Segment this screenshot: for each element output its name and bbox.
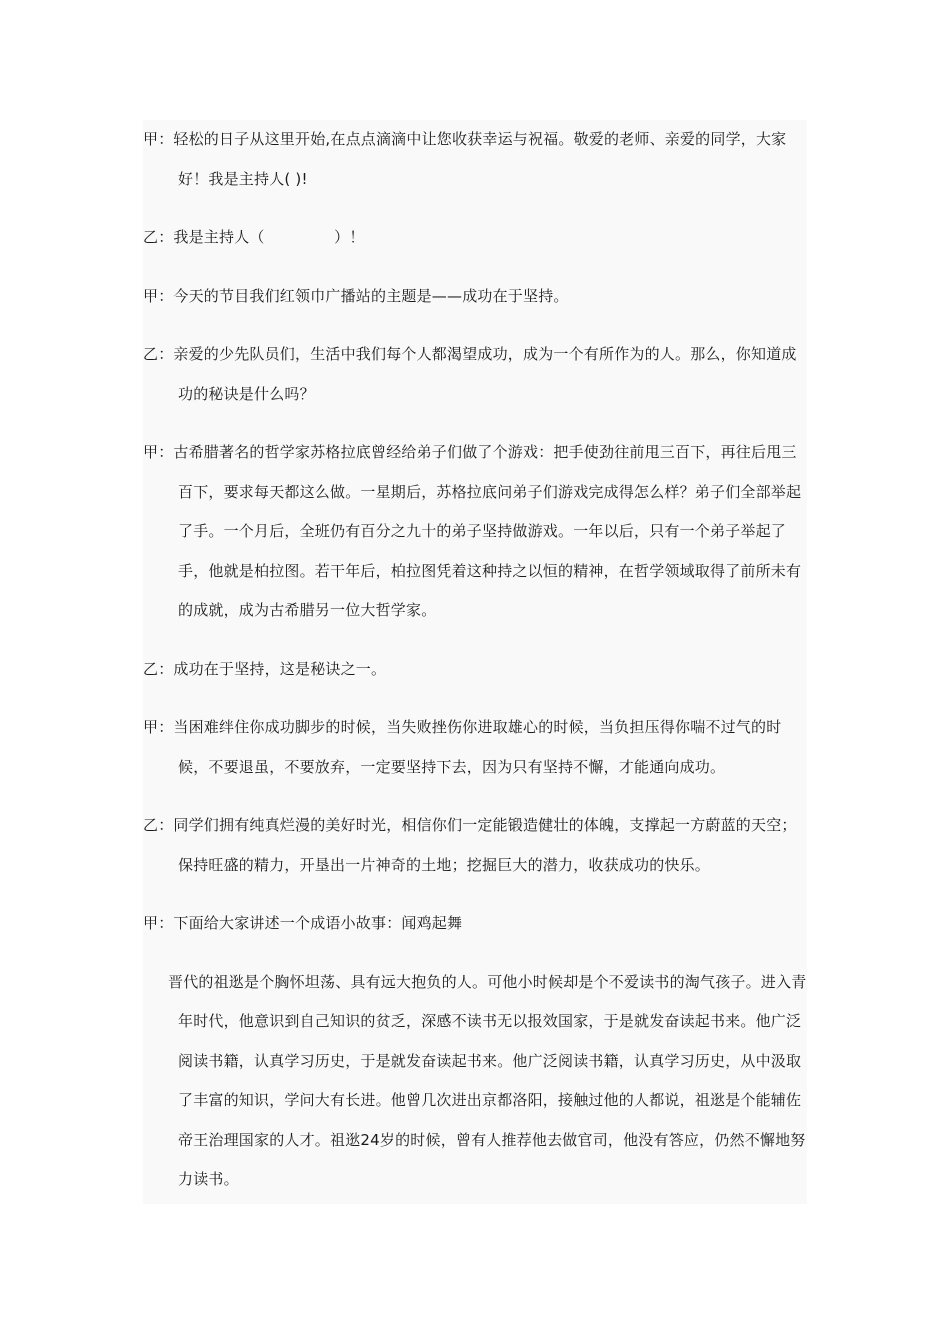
speaker-label: 甲：	[143, 130, 174, 148]
speaker-label: 乙：	[143, 659, 174, 678]
speaker-label: 甲：	[143, 718, 174, 736]
dialogue-paragraph	[143, 650, 807, 690]
dialogue-text: 下面给大家讲述一个成语小故事：闻鸡起舞	[173, 914, 463, 932]
story-paragraph: 晋代的祖逖是个胸怀坦荡、具有远大抱负的人。可他小时候却是个不爱读书的淘气孩子。进入青年时代，他意识到自己知识的贫乏，深感不读书无以报效国家，于是就发奋读起书来。他广泛阅读书籍，认真学习历史，于是就发奋读起书来。他广泛阅读书籍，认真学习历史，从中汲取了丰富的知识，学问大有长进。他曾几次进出京都洛阳，接触过他的人都说，祖逖是个能辅佐帝王治理国家的人才。祖逖24岁的时候，曾有人推荐他去做官司，他没有答应，仍然不懈地努力读书。	[168, 972, 807, 1188]
dialogue-text: 同学们拥有纯真烂漫的美好时光，相信你们一定能锻造健壮的体魄，支撑起一方蔚蓝的天空；保持旺盛的精力，开垦出一片神奇的土地；挖掘巨大的潜力，收获成功的快乐。	[173, 816, 797, 874]
dialogue-text: 轻松的日子从这里开始,在点点滴滴中让您收获幸运与祝福。敬爱的老师、亲爱的同学，大家好！我是主持人( )!	[173, 130, 787, 188]
dialogue-text: 成功在于坚持，这是秘诀之一。	[173, 659, 387, 678]
speaker-label: 甲：	[143, 286, 174, 305]
dialogue-paragraph	[143, 218, 807, 258]
dialogue-paragraph	[143, 335, 807, 414]
speaker-label: 乙：	[143, 816, 174, 834]
dialogue-paragraph	[143, 433, 807, 631]
speaker-label: 甲：	[143, 443, 174, 461]
dialogue-text: 我是主持人（ ）！	[173, 228, 365, 246]
dialogue-text: 古希腊著名的哲学家苏格拉底曾经给弟子们做了个游戏：把手使劲往前甩三百下，再往后甩三百下，要求每天都这么做。一星期后，苏格拉底问弟子们游戏完成得怎么样？弟子们全部举起了手。一个月后，全班仍有百分之九十的弟子坚持做游戏。一年以后，只有一个弟子举起了手，他就是柏拉图。若干年后，柏拉图凭着这种持之以恒的精神，在哲学领域取得了前所未有的成就，成为古希腊另一位大哲学家。	[173, 443, 802, 619]
dialogue-text: 亲爱的少先队员们，生活中我们每个人都渴望成功，成为一个有所作为的人。那么，你知道成功的秘诀是什么吗？	[173, 345, 797, 403]
dialogue-text: 当困难绊住你成功脚步的时候，当失败挫伤你进取雄心的时候，当负担压得你喘不过气的时候，不要退虽，不要放弃，一定要坚持下去，因为只有坚持不懈，才能通向成功。	[173, 718, 782, 776]
dialogue-paragraph	[143, 904, 807, 944]
dialogue-text: 今天的节目我们红领巾广播站的主题是——成功在于坚持。	[173, 286, 569, 305]
script-body	[143, 120, 807, 1204]
dialogue-paragraph	[143, 708, 807, 787]
speaker-label: 乙：	[143, 345, 174, 363]
dialogue-paragraph	[143, 120, 807, 199]
dialogue-paragraph	[143, 277, 807, 317]
speaker-label: 乙：	[143, 228, 174, 246]
dialogue-paragraph	[143, 806, 807, 885]
speaker-label: 甲：	[143, 914, 174, 932]
